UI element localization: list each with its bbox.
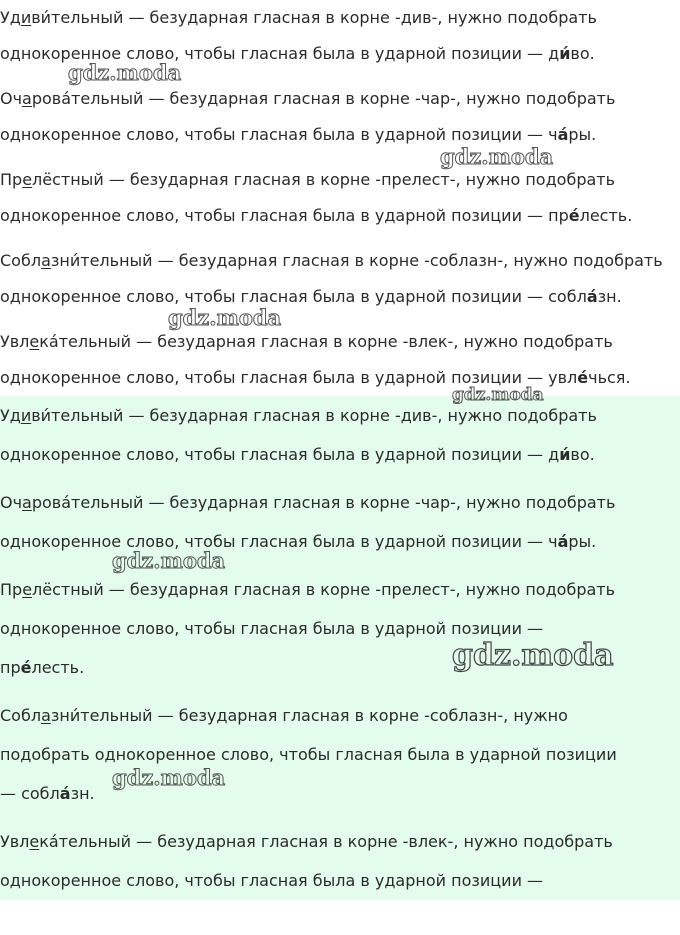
- text-fragment: подобрать однокоренное слово, чтобы гласная была в ударной позиции: [0, 745, 617, 764]
- text-fragment: ка́тельный — безударная гласная в корне -влек-, нужно подобрать: [39, 332, 613, 351]
- text-fragment: зни́тельный — безударная гласная в корне -соблазн-, нужно: [50, 706, 568, 725]
- stressed-vowel: а́: [59, 784, 71, 803]
- watermark: gdz.moda: [440, 144, 554, 169]
- text-fragment: однокоренное слово, чтобы гласная была в ударной позиции — ч: [0, 125, 558, 144]
- text-fragment: во.: [570, 44, 595, 63]
- text-fragment: лесть.: [31, 658, 85, 677]
- stressed-vowel: е́: [568, 206, 580, 225]
- stressed-vowel: а́: [586, 287, 598, 306]
- text-fragment: рова́тельный — безударная гласная в корне -чар-, нужно подобрать: [31, 493, 616, 512]
- text-fragment: однокоренное слово, чтобы гласная была в ударной позиции — увл: [0, 368, 578, 387]
- text-line: [0, 251, 680, 271]
- text-line: [0, 745, 680, 765]
- text-line: [0, 706, 680, 726]
- watermark: gdz.moda: [168, 305, 282, 330]
- watermark: gdz.moda: [452, 638, 614, 673]
- text-line: [0, 784, 680, 804]
- text-fragment: однокоренное слово, чтобы гласная была в ударной позиции —: [0, 871, 544, 890]
- text-line: [0, 368, 680, 388]
- unstressed-vowel: а: [41, 706, 51, 725]
- stressed-vowel: а́: [557, 532, 569, 551]
- stressed-vowel: а́: [557, 125, 569, 144]
- unstressed-vowel: е: [22, 170, 33, 189]
- text-fragment: однокоренное слово, чтобы гласная была в ударной позиции —: [0, 619, 544, 638]
- unstressed-vowel: е: [22, 580, 33, 599]
- text-fragment: во.: [570, 445, 595, 464]
- unstressed-vowel: е: [29, 832, 40, 851]
- text-line: [0, 125, 680, 145]
- text-fragment: Собл: [0, 706, 42, 725]
- text-fragment: Пр: [0, 580, 23, 599]
- unstressed-vowel: а: [22, 493, 32, 512]
- stressed-vowel: и́: [559, 44, 571, 63]
- text-fragment: лёстный — безударная гласная в корне -прелест-, нужно подобрать: [32, 170, 616, 189]
- text-fragment: однокоренное слово, чтобы гласная была в ударной позиции — д: [0, 445, 560, 464]
- text-fragment: однокоренное слово, чтобы гласная была в ударной позиции — ч: [0, 532, 558, 551]
- stressed-vowel: и́: [559, 445, 571, 464]
- text-line: [0, 619, 680, 639]
- text-fragment: однокоренное слово, чтобы гласная была в ударной позиции — д: [0, 44, 560, 63]
- text-line: [0, 871, 680, 891]
- text-fragment: ры.: [568, 532, 597, 551]
- unstressed-vowel: е: [29, 332, 40, 351]
- text-line: [0, 170, 680, 190]
- text-fragment: однокоренное слово, чтобы гласная была в ударной позиции — пр: [0, 206, 569, 225]
- watermark: gdz.moda: [112, 765, 226, 790]
- text-fragment: ры.: [568, 125, 597, 144]
- text-fragment: лесть.: [579, 206, 633, 225]
- text-fragment: рова́тельный — безударная гласная в корне -чар-, нужно подобрать: [31, 89, 616, 108]
- text-line: [0, 493, 680, 513]
- text-fragment: Уд: [0, 8, 21, 27]
- unstressed-vowel: и: [20, 8, 32, 27]
- text-fragment: ви́тельный — безударная гласная в корне -див-, нужно подобрать: [31, 406, 597, 425]
- text-line: [0, 832, 680, 852]
- text-fragment: пр: [0, 658, 21, 677]
- text-line: [0, 206, 680, 226]
- text-fragment: Собл: [0, 251, 42, 270]
- text-line: [0, 287, 680, 307]
- text-fragment: Уд: [0, 406, 21, 425]
- unstressed-vowel: и: [20, 406, 32, 425]
- text-fragment: однокоренное слово, чтобы гласная была в ударной позиции — собл: [0, 287, 587, 306]
- text-fragment: чься.: [588, 368, 631, 387]
- text-fragment: Оч: [0, 89, 23, 108]
- text-fragment: Увл: [0, 832, 30, 851]
- text-line: [0, 532, 680, 552]
- text-fragment: Увл: [0, 332, 30, 351]
- unstressed-vowel: а: [41, 251, 51, 270]
- text-fragment: зн.: [70, 784, 95, 803]
- text-line: [0, 406, 680, 426]
- text-fragment: — собл: [0, 784, 60, 803]
- text-fragment: Оч: [0, 493, 23, 512]
- stressed-vowel: е́: [577, 368, 589, 387]
- watermark: gdz.moda: [68, 60, 182, 85]
- stressed-vowel: е́: [20, 658, 32, 677]
- text-line: [0, 580, 680, 600]
- text-line: [0, 89, 680, 109]
- text-line: [0, 8, 680, 28]
- text-line: [0, 445, 680, 465]
- text-fragment: Пр: [0, 170, 23, 189]
- watermark: gdz.moda: [452, 385, 544, 405]
- text-fragment: ви́тельный — безударная гласная в корне -див-, нужно подобрать: [31, 8, 597, 27]
- text-fragment: зн.: [597, 287, 622, 306]
- unstressed-vowel: а: [22, 89, 32, 108]
- text-fragment: зни́тельный — безударная гласная в корне -соблазн-, нужно подобрать: [50, 251, 663, 270]
- watermark: gdz.moda: [112, 548, 226, 573]
- text-fragment: лёстный — безударная гласная в корне -прелест-, нужно подобрать: [32, 580, 616, 599]
- text-line: [0, 332, 680, 352]
- text-fragment: ка́тельный — безударная гласная в корне -влек-, нужно подобрать: [39, 832, 613, 851]
